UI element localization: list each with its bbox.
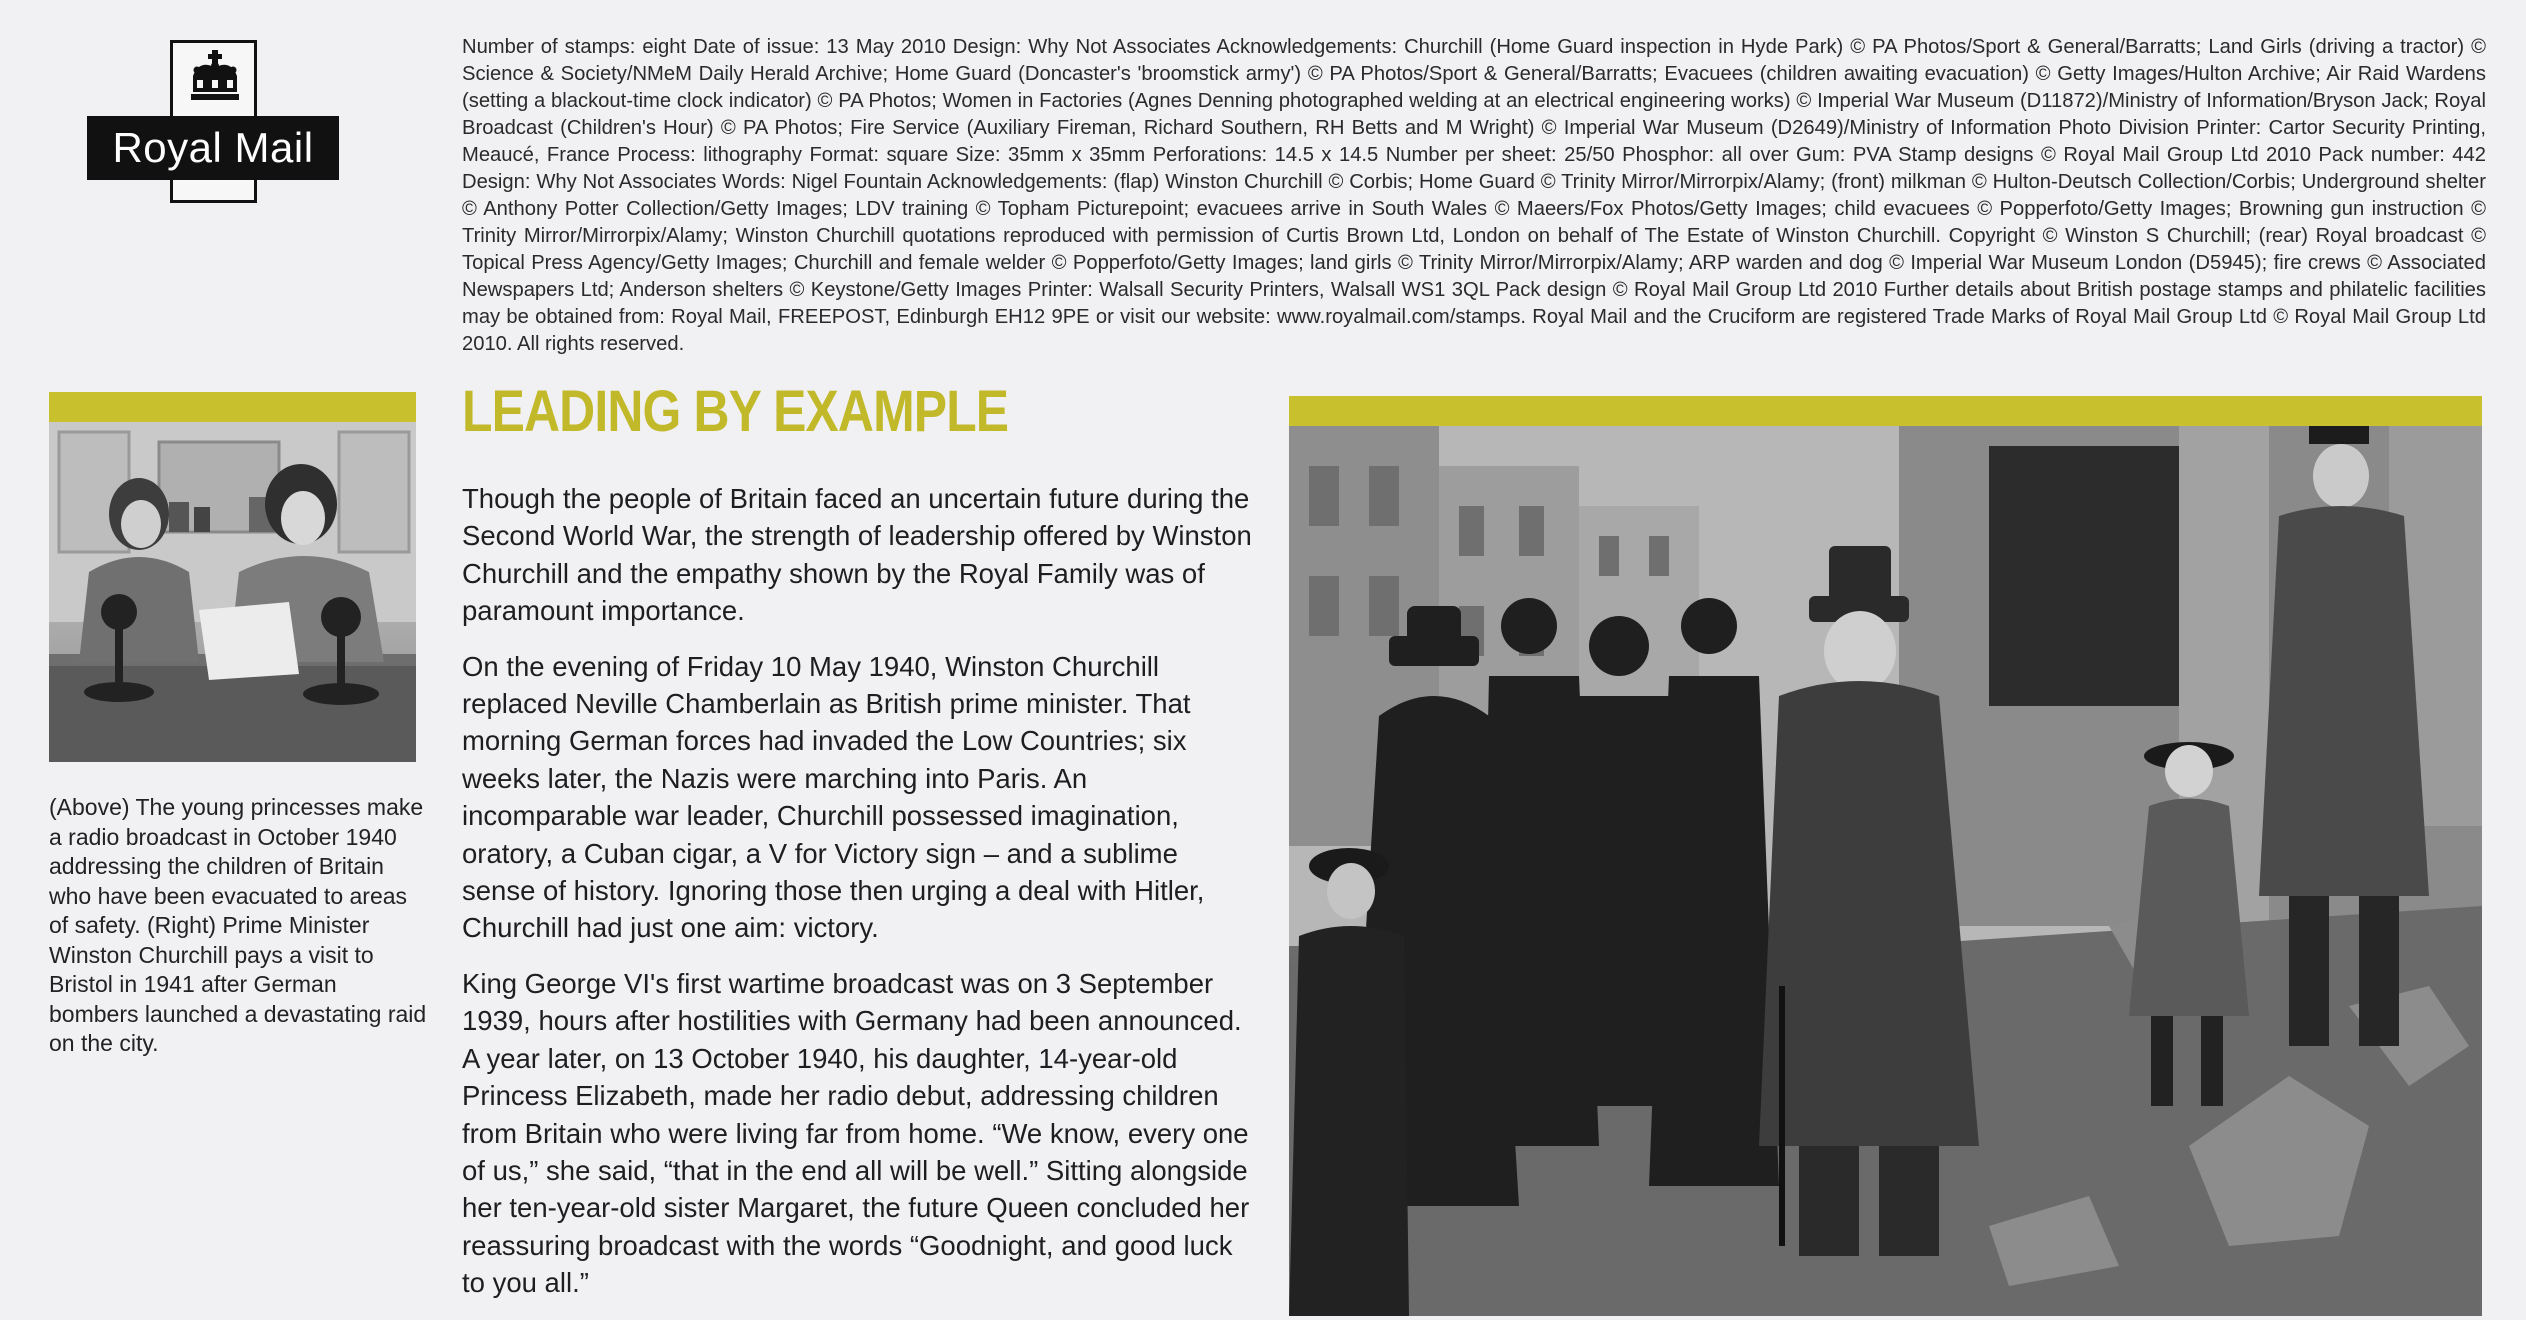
page-heading: LEADING BY EXAMPLE: [462, 379, 1009, 444]
crown-icon: [187, 48, 243, 112]
paragraph-churchill: On the evening of Friday 10 May 1940, Winston Churchill replaced Neville Chamberlain as British prime minister. That morning German forces had invaded the Low Countries; six weeks later, the Nazis were marching into Paris. An incomparable war leader, Churchill possessed imagination, oratory, a Cuban cigar, a V for Victory sign – and a sublime sense of history. Ignoring those then urging a deal with Hitler, Churchill had just one aim: victory.: [462, 650, 1205, 944]
royal-mail-logo: [87, 40, 339, 205]
churchill-bristol-photo: [1289, 426, 2482, 1316]
accent-bar-left: [49, 392, 416, 422]
paragraph-intro: Though the people of Britain faced an uncertain future during the Second World War, the strength of leadership offered by Winston Churchill and the empathy shown by the Royal Family was of paramount importance.: [462, 483, 1252, 627]
accent-bar-right: [1289, 396, 2482, 426]
article-body: [462, 480, 1252, 1320]
credits-text: Number of stamps: eight Date of issue: 13 May 2010 Design: Why Not Associates Acknowledgements: Churchill (Home Guard inspection in Hyde Park) © PA Photos/Sport & General/Barratts; Land Girls (driving a tractor) © Science & Society/NMeM Daily Herald Archive; Home Guard (Doncaster's 'broomstick army') © PA Photos/Sport & General/Barratts; Evacuees (children awaiting evacuation) © Getty Images/Hulton Archive; Air Raid Wardens (setting a blackout-time clock indicator) © PA Photos; Women in Factories (Agnes Denning photographed welding at an electrical engineering works) © Imperial War Museum (D11872)/Ministry of Information/Bryson Jack; Royal Broadcast (Children's Hour) © PA Photos; Fire Service (Auxiliary Fireman, Richard Southern, RH Betts and M Wright) © Imperial War Museum (D2649)/Ministry of Information Photo Division Printer: Cartor Security Printing, Meaucé, France Process: lithography Format: square Size: 35mm x 35mm Perforations: 14.5 x 14.5 Number per sheet: 25/50 Phosphor: all over Gum: PVA Stamp designs © Royal Mail Group Ltd 2010 Pack number: 442 Design: Why Not Associates Words: Nigel Fountain Acknowledgements: (flap) Winston Churchill © Corbis; Home Guard © Trinity Mirror/Mirrorpix/Alamy; (front) milkman © Hulton-Deutsch Collection/Corbis; Underground shelter © Anthony Potter Collection/Getty Images; LDV training © Topham Picturepoint; evacuees arrive in South Wales © Maeers/Fox Photos/Getty Images; child evacuees © Popperfoto/Getty Images; Browning gun instruction © Trinity Mirror/Mirrorpix/Alamy; Winston Churchill quotations reproduced with permission of Curtis Brown Ltd, London on behalf of The Estate of Winston Churchill. Copyright © Winston S Churchill; (rear) Royal broadcast © Topical Press Agency/Getty Images; Churchill and female welder © Popperfoto/Getty Images; land girls © Trinity Mirror/Mirrorpix/Alamy; ARP warden and dog © Imperial War Museum London (D5945); fire crews © Associated Newspapers Ltd; Anderson shelters © Keystone/Getty Images Printer: Walsall Security Printers, Walsall WS1 3QL Pack design © Royal Mail Group Ltd 2010 Further details about British postage stamps and philatelic facilities may be obtained from: Royal Mail, FREEPOST, Edinburgh EH12 9PE or visit our website: www.royalmail.com/stamps. Royal Mail and the Cruciform are registered Trade Marks of Royal Mail Group Ltd © Royal Mail Group Ltd 2010. All rights reserved.: [462, 36, 2486, 355]
photo-caption: (Above) The young princesses make a radio broadcast in October 1940 addressing the children of Britain who have been evacuated to areas of safety. (Right) Prime Minister Winston Churchill pays a visit to Bristol in 1941 after German bombers launched a devastating raid on the city.: [49, 794, 427, 1056]
princesses-broadcast-photo: [49, 422, 416, 762]
paragraph-king-george: King George VI's first wartime broadcast was on 3 September 1939, hours after hostilities with Germany had been announced. A year later, on 13 October 1940, his daughter, 14-year-old Princess Elizabeth, made her radio debut, addressing children from Britain who were living far from home. “We know, every one of us,” she said, “that in the end all will be well.” Sitting alongside her ten-year-old sister Margaret, the future Queen concluded her reassuring broadcast with the words “Goodnight, and good luck to you all.”: [462, 967, 1250, 1299]
logo-wordmark: Royal Mail: [87, 116, 339, 180]
